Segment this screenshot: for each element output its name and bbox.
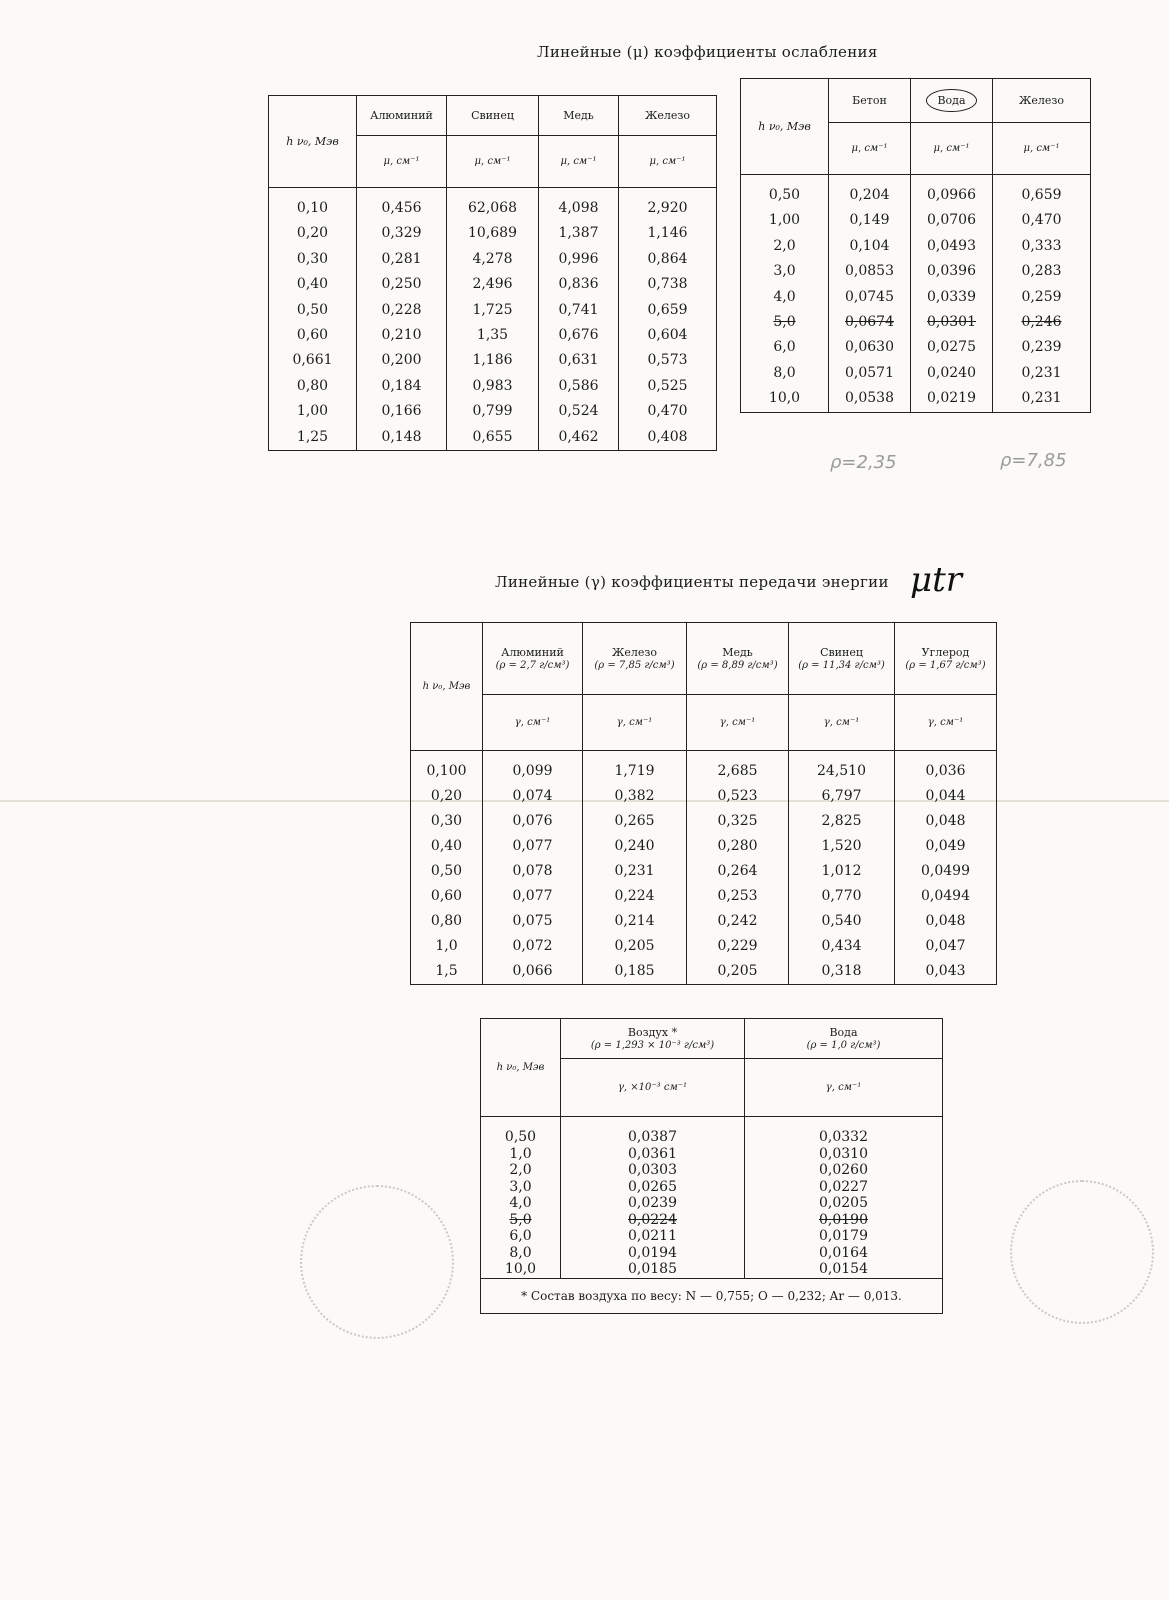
material-name: Алюминий (501, 645, 564, 659)
value-cell: 1,387 (558, 225, 599, 242)
value-cell: 0,072 (512, 938, 553, 954)
value-cell: 0,333 (1021, 237, 1062, 254)
iron-column (583, 751, 687, 985)
value-cell: 0,099 (512, 763, 553, 779)
value-cell: 0,281 (381, 250, 422, 267)
material-header (789, 623, 895, 695)
value-cell: 0,0310 (819, 1145, 868, 1162)
value-cell: 0,231 (1021, 390, 1062, 407)
unit-header: μ, см⁻¹ (619, 136, 717, 188)
energy-value: 8,0 (509, 1244, 532, 1261)
value-cell: 4,098 (558, 200, 599, 216)
material-name: Углерод (921, 645, 970, 659)
energy-value: 1,00 (296, 403, 329, 420)
value-cell: 0,0494 (921, 888, 970, 904)
value-cell: 0,0303 (628, 1162, 677, 1178)
value-cell: 4,278 (472, 250, 513, 267)
value-cell: 0,0493 (927, 237, 976, 254)
value-cell: 0,259 (1021, 288, 1062, 305)
value-cell: 0,525 (647, 377, 688, 394)
value-cell: 0,264 (717, 863, 758, 879)
value-cell: 0,166 (381, 403, 422, 420)
energy-value: 0,30 (296, 250, 329, 267)
value-cell: 0,044 (925, 788, 966, 804)
energy-column (481, 1117, 561, 1279)
value-cell: 0,066 (512, 963, 553, 979)
value-cell: 0,0966 (927, 187, 976, 203)
material-header (561, 1019, 745, 1059)
value-cell: 2,825 (821, 813, 862, 829)
value-cell: 0,456 (381, 200, 422, 216)
value-cell: 10,689 (468, 225, 517, 242)
attenuation-table-right (740, 78, 1091, 413)
energy-value: 0,80 (430, 913, 463, 929)
value-cell: 0,0387 (628, 1129, 677, 1145)
value-cell: 0,523 (717, 788, 758, 804)
unit-header: μ, см⁻¹ (447, 136, 539, 188)
value-cell-struck: 0,246 (1021, 313, 1062, 330)
value-cell: 0,200 (381, 352, 422, 369)
value-cell: 0,214 (614, 913, 655, 929)
table2-title: Линейные (γ) коэффициенты передачи энергии (495, 573, 889, 591)
value-cell: 0,043 (925, 963, 966, 979)
copper-column (539, 188, 619, 451)
table1-left-sheet (268, 95, 717, 451)
value-cell: 0,864 (647, 250, 688, 267)
table1-title: Линейные (μ) коэффициенты ослабления (537, 43, 878, 61)
energy-value: 0,60 (430, 888, 463, 904)
value-cell: 0,741 (558, 301, 599, 318)
value-cell: 0,205 (717, 963, 758, 979)
value-cell: 0,659 (647, 301, 688, 318)
copper-column (687, 751, 789, 985)
value-cell: 0,0538 (845, 390, 894, 407)
material-header: Железо (619, 96, 717, 136)
lead-column (447, 188, 539, 451)
energy-value: 3,0 (509, 1178, 532, 1195)
value-cell: 0,0275 (927, 339, 976, 356)
value-cell: 0,318 (821, 963, 862, 979)
material-density: (ρ = 11,34 г/см³) (798, 659, 885, 671)
value-cell: 1,725 (472, 301, 513, 318)
material-name: Вода (829, 1025, 858, 1039)
value-cell: 0,205 (614, 938, 655, 954)
energy-value: 3,0 (773, 263, 796, 280)
carbon-column (895, 751, 997, 985)
value-cell: 2,685 (717, 763, 758, 779)
energy-value: 6,0 (509, 1228, 532, 1244)
value-cell: 0,185 (614, 963, 655, 979)
value-cell: 0,0853 (845, 263, 894, 280)
value-cell: 0,586 (558, 377, 599, 394)
value-cell-struck: 0,0301 (927, 313, 976, 330)
value-cell: 0,283 (1021, 263, 1062, 280)
value-cell: 0,0185 (628, 1261, 677, 1277)
value-cell: 0,983 (472, 377, 513, 394)
material-header (895, 623, 997, 695)
value-cell: 0,210 (381, 326, 422, 343)
value-cell: 0,231 (614, 863, 655, 879)
circled-label: Вода (926, 89, 976, 112)
value-cell: 0,036 (925, 763, 966, 779)
material-name: Железо (612, 645, 657, 659)
value-cell: 0,265 (614, 813, 655, 829)
energy-value: 1,0 (509, 1145, 532, 1162)
material-density: (ρ = 7,85 г/см³) (594, 659, 675, 671)
energy-column (411, 751, 483, 985)
aluminium-column (483, 751, 583, 985)
energy-value: 0,40 (296, 276, 329, 293)
value-cell: 0,996 (558, 250, 599, 267)
unit-header: μ, см⁻¹ (911, 123, 993, 175)
value-cell: 0,0260 (819, 1162, 868, 1178)
value-cell: 0,253 (717, 888, 758, 904)
unit-header: γ, см⁻¹ (895, 695, 997, 751)
value-cell: 0,325 (717, 813, 758, 829)
value-cell: 0,048 (925, 913, 966, 929)
unit-header: γ, ×10⁻³ см⁻¹ (561, 1059, 745, 1117)
energy-value: 0,50 (430, 863, 463, 879)
material-density: (ρ = 1,67 г/см³) (905, 659, 986, 671)
attenuation-table-left (268, 95, 717, 451)
energy-value: 4,0 (773, 288, 796, 305)
energy-header: h ν₀, Мэв (741, 79, 829, 175)
value-cell: 0,078 (512, 863, 553, 879)
energy-value: 0,20 (296, 225, 329, 242)
value-cell: 0,0227 (819, 1178, 868, 1195)
value-cell: 0,408 (647, 428, 688, 445)
value-cell: 0,077 (512, 888, 553, 904)
value-cell: 0,0396 (927, 263, 976, 280)
value-cell: 6,797 (821, 788, 862, 804)
value-cell: 0,0361 (628, 1145, 677, 1162)
energy-value: 1,00 (768, 212, 801, 229)
value-cell: 0,074 (512, 788, 553, 804)
value-cell: 0,0571 (845, 364, 894, 381)
value-cell: 0,631 (558, 352, 599, 369)
value-cell: 0,0332 (819, 1129, 868, 1145)
value-cell: 0,228 (381, 301, 422, 318)
value-cell: 0,229 (717, 938, 758, 954)
value-cell: 0,0706 (927, 212, 976, 229)
energy-value: 0,80 (296, 377, 329, 394)
energy-value: 10,0 (768, 390, 801, 407)
value-cell: 0,382 (614, 788, 655, 804)
value-cell-struck: 0,0224 (628, 1211, 677, 1228)
faded-stamp-left (300, 1185, 454, 1339)
energy-value-struck: 5,0 (773, 313, 796, 330)
value-cell: 0,239 (1021, 339, 1062, 356)
material-name: Свинец (820, 645, 863, 659)
energy-value: 0,50 (768, 187, 801, 203)
unit-header: γ, см⁻¹ (745, 1059, 943, 1117)
energy-value: 2,0 (509, 1162, 532, 1178)
material-header (687, 623, 789, 695)
concrete-column (829, 175, 911, 413)
value-cell: 0,738 (647, 276, 688, 293)
material-header: Алюминий (357, 96, 447, 136)
value-cell: 0,0630 (845, 339, 894, 356)
value-cell: 0,077 (512, 838, 553, 854)
value-cell: 62,068 (468, 200, 517, 216)
energy-value: 0,30 (430, 813, 463, 829)
energy-value: 6,0 (773, 339, 796, 356)
value-cell: 0,434 (821, 938, 862, 954)
value-cell: 0,470 (1021, 212, 1062, 229)
value-cell: 0,0265 (628, 1178, 677, 1195)
energy-header: h ν₀, Мэв (481, 1019, 561, 1117)
unit-header: γ, см⁻¹ (583, 695, 687, 751)
energy-value: 8,0 (773, 364, 796, 381)
material-header (483, 623, 583, 695)
value-cell: 0,573 (647, 352, 688, 369)
table1-right-sheet (740, 78, 1091, 413)
value-cell: 0,075 (512, 913, 553, 929)
value-cell: 0,0211 (628, 1228, 677, 1244)
value-cell: 0,0239 (628, 1195, 677, 1211)
table2-sheet (410, 622, 997, 985)
value-cell: 0,0205 (819, 1195, 868, 1211)
energy-header: h ν₀, Мэв (411, 623, 483, 751)
energy-value: 0,50 (504, 1129, 537, 1145)
material-header (745, 1019, 943, 1059)
value-cell: 0,676 (558, 326, 599, 343)
value-cell: 0,049 (925, 838, 966, 854)
pencil-note: ρ=2,35 (830, 452, 897, 473)
energy-value: 0,10 (296, 200, 329, 216)
value-cell: 0,0745 (845, 288, 894, 305)
value-cell: 0,462 (558, 428, 599, 445)
material-header: Железо (993, 79, 1091, 123)
value-cell: 0,0179 (819, 1228, 868, 1244)
unit-header: γ, см⁻¹ (483, 695, 583, 751)
unit-header: μ, см⁻¹ (357, 136, 447, 188)
energy-value: 1,5 (435, 963, 458, 979)
material-header (583, 623, 687, 695)
value-cell: 0,047 (925, 938, 966, 954)
value-cell: 24,510 (817, 763, 866, 779)
value-cell: 0,540 (821, 913, 862, 929)
material-header: Свинец (447, 96, 539, 136)
lead-column (789, 751, 895, 985)
unit-header: γ, см⁻¹ (687, 695, 789, 751)
value-cell: 0,184 (381, 377, 422, 394)
table3-sheet (480, 1018, 943, 1314)
energy-value: 0,60 (296, 326, 329, 343)
value-cell: 0,770 (821, 888, 862, 904)
material-header: Медь (539, 96, 619, 136)
value-cell: 1,012 (821, 863, 862, 879)
unit-header: μ, см⁻¹ (829, 123, 911, 175)
aluminium-column (357, 188, 447, 451)
value-cell: 1,520 (821, 838, 862, 854)
iron-column (993, 175, 1091, 413)
value-cell: 0,250 (381, 276, 422, 293)
energy-value-struck: 5,0 (509, 1211, 532, 1228)
value-cell: 0,104 (849, 237, 890, 254)
handwritten-mu-tr: μtr (910, 560, 963, 600)
value-cell: 0,0219 (927, 390, 976, 407)
material-header (911, 79, 993, 123)
energy-header: h ν₀, Мэв (269, 96, 357, 188)
value-cell: 0,076 (512, 813, 553, 829)
value-cell: 0,242 (717, 913, 758, 929)
value-cell: 0,604 (647, 326, 688, 343)
energy-column (269, 188, 357, 451)
unit-header: μ, см⁻¹ (993, 123, 1091, 175)
value-cell: 2,920 (647, 200, 688, 216)
energy-column (741, 175, 829, 413)
value-cell: 0,240 (614, 838, 655, 854)
energy-value: 2,0 (773, 237, 796, 254)
energy-value: 1,0 (435, 938, 458, 954)
energy-transfer-table (410, 622, 997, 985)
unit-header: γ, см⁻¹ (789, 695, 895, 751)
value-cell: 0,0164 (819, 1244, 868, 1261)
value-cell: 0,0194 (628, 1244, 677, 1261)
value-cell: 0,329 (381, 225, 422, 242)
footnote: * Состав воздуха по весу: N — 0,755; O — 0,232; Ar — 0,013. (481, 1278, 943, 1313)
energy-value: 10,0 (504, 1261, 537, 1277)
pencil-note: ρ=7,85 (1000, 450, 1067, 471)
material-density: (ρ = 8,89 г/см³) (697, 659, 778, 671)
energy-value: 0,100 (426, 763, 467, 779)
value-cell: 1,35 (476, 326, 509, 343)
energy-value: 4,0 (509, 1195, 532, 1211)
value-cell: 1,186 (472, 352, 513, 369)
value-cell: 0,149 (849, 212, 890, 229)
value-cell: 0,0339 (927, 288, 976, 305)
energy-value: 0,661 (292, 352, 333, 369)
material-density: (ρ = 2,7 г/см³) (495, 659, 570, 671)
energy-value: 0,20 (430, 788, 463, 804)
value-cell: 1,146 (647, 225, 688, 242)
value-cell: 2,496 (472, 276, 513, 293)
value-cell: 0,470 (647, 403, 688, 420)
air-water-table (480, 1018, 943, 1314)
energy-value: 1,25 (296, 428, 329, 445)
energy-value: 0,50 (296, 301, 329, 318)
energy-value: 0,40 (430, 838, 463, 854)
value-cell: 1,719 (614, 763, 655, 779)
material-name: Воздух * (627, 1025, 678, 1039)
value-cell: 0,0240 (927, 364, 976, 381)
value-cell: 0,799 (472, 403, 513, 420)
value-cell: 0,048 (925, 813, 966, 829)
value-cell: 0,524 (558, 403, 599, 420)
material-name: Медь (722, 645, 753, 659)
value-cell: 0,655 (472, 428, 513, 445)
unit-header: μ, см⁻¹ (539, 136, 619, 188)
water-column (911, 175, 993, 413)
value-cell: 0,659 (1021, 187, 1062, 203)
value-cell: 0,148 (381, 428, 422, 445)
water-column (745, 1117, 943, 1279)
material-density: (ρ = 1,0 г/см³) (806, 1039, 881, 1051)
material-header: Бетон (829, 79, 911, 123)
value-cell: 0,0499 (921, 863, 970, 879)
faded-stamp-right (1010, 1180, 1154, 1324)
value-cell: 0,280 (717, 838, 758, 854)
value-cell: 0,231 (1021, 364, 1062, 381)
value-cell: 0,836 (558, 276, 599, 293)
material-density: (ρ = 1,293 × 10⁻³ г/см³) (590, 1039, 715, 1051)
value-cell-struck: 0,0674 (845, 313, 894, 330)
air-column (561, 1117, 745, 1279)
value-cell: 0,204 (849, 187, 890, 203)
value-cell: 0,224 (614, 888, 655, 904)
value-cell-struck: 0,0190 (819, 1211, 868, 1228)
iron-column (619, 188, 717, 451)
value-cell: 0,0154 (819, 1261, 868, 1277)
